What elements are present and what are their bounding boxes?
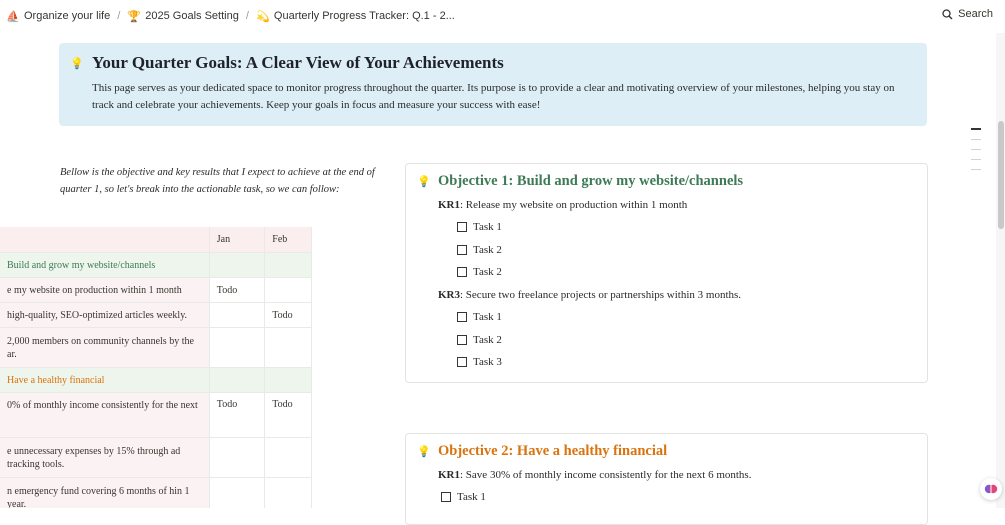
task-item[interactable] (441, 491, 486, 503)
checkbox[interactable] (457, 245, 467, 255)
objective-2-title: Objective 2: Have a healthy financial (438, 443, 668, 459)
objective-cell: Have a healthy financial (7, 374, 105, 386)
breadcrumb-label: Organize your life (24, 10, 111, 22)
intro-callout (59, 43, 927, 126)
table-cell[interactable]: Todo (265, 393, 312, 438)
table-row[interactable] (0, 328, 312, 368)
task-label: Task 1 (473, 221, 502, 233)
task-item[interactable] (457, 266, 502, 278)
table-header-cell (0, 227, 209, 253)
table-cell[interactable]: Todo (209, 278, 264, 303)
objective-1-kr1 (438, 199, 687, 211)
kr-cell: 2,000 members on community channels by the ar. (7, 335, 194, 360)
breadcrumb (6, 10, 455, 23)
checkbox[interactable] (457, 357, 467, 367)
task-label: Task 1 (457, 491, 486, 503)
kr-label: KR3 (438, 289, 460, 301)
kr-label: KR1 (438, 199, 460, 211)
breadcrumb-separator: / (117, 10, 121, 22)
table-cell[interactable]: Todo (209, 393, 264, 438)
table-row-objective[interactable] (0, 368, 312, 393)
task-label: Task 2 (473, 334, 502, 346)
trophy-icon: 🏆 (127, 10, 142, 23)
goals-table-scroll[interactable] (0, 227, 372, 508)
ai-assistant-button[interactable] (980, 478, 1002, 500)
search-button[interactable] (942, 8, 993, 20)
table-cell[interactable] (209, 368, 264, 393)
toc-item[interactable] (971, 139, 981, 140)
kr-text: : Secure two freelance projects or partnerships within 3 months. (460, 289, 742, 301)
objective-2-kr1 (438, 469, 751, 481)
table-cell[interactable] (209, 253, 264, 278)
breadcrumb-separator: / (245, 10, 249, 22)
table-cell[interactable] (265, 438, 312, 478)
table-of-contents[interactable] (971, 128, 983, 179)
table-row-objective[interactable] (0, 253, 312, 278)
table-row[interactable] (0, 278, 312, 303)
breadcrumb-item-goals[interactable] (127, 10, 239, 23)
table-cell[interactable] (265, 253, 312, 278)
task-item[interactable] (457, 221, 502, 233)
dizzy-star-icon: 💫 (256, 10, 270, 23)
search-label: Search (958, 8, 993, 20)
kr-text: : Save 30% of monthly income consistently for the next 6 months. (460, 469, 752, 481)
task-item[interactable] (457, 311, 502, 323)
table-row[interactable] (0, 438, 312, 478)
table-row[interactable] (0, 393, 312, 438)
table-cell[interactable] (209, 478, 264, 509)
table-cell[interactable] (209, 438, 264, 478)
kr-label: KR1 (438, 469, 460, 481)
lightbulb-icon: 💡 (417, 446, 431, 458)
table-row[interactable] (0, 478, 312, 509)
task-label: Task 2 (473, 266, 502, 278)
lightbulb-icon: 💡 (70, 58, 84, 70)
table-header-row (0, 227, 312, 253)
table-header-feb: Feb (265, 227, 312, 253)
breadcrumb-item-organize[interactable] (6, 10, 110, 23)
toc-item[interactable] (971, 149, 981, 150)
callout-body: This page serves as your dedicated space to monitor progress throughout the quarter. Its purpose is to provide a clear and motivating overview of your milestones, helping you stay on track and celebrate your achievements. Keep your goals in focus and measure your success with ease! (92, 82, 895, 111)
task-label: Task 1 (473, 311, 502, 323)
scrollbar-thumb[interactable] (998, 121, 1004, 229)
kr-text: : Release my website on production within 1 month (460, 199, 688, 211)
task-item[interactable] (457, 334, 502, 346)
task-item[interactable] (457, 244, 502, 256)
page-scrollbar[interactable] (996, 33, 1005, 508)
table-cell[interactable] (265, 368, 312, 393)
table-cell[interactable] (209, 328, 264, 368)
task-label: Task 3 (473, 356, 502, 368)
task-item[interactable] (457, 356, 502, 368)
lightbulb-icon: 💡 (417, 176, 431, 188)
kr-cell: e my website on production within 1 month (7, 284, 182, 296)
objective-2-callout (405, 433, 928, 525)
toc-item[interactable] (971, 128, 981, 130)
table-header-jan: Jan (209, 227, 264, 253)
kr-cell: n emergency fund covering 6 months of hin 1 year. (7, 485, 190, 508)
table-row[interactable] (0, 303, 312, 328)
callout-title: Your Quarter Goals: A Clear View of Your Achievements (92, 53, 504, 72)
brain-icon (984, 482, 998, 496)
breadcrumb-label: Quarterly Progress Tracker: Q.1 - 2... (273, 10, 455, 22)
objective-1-title: Objective 1: Build and grow my website/channels (438, 173, 744, 189)
checkbox[interactable] (457, 222, 467, 232)
checkbox[interactable] (457, 267, 467, 277)
checkbox[interactable] (457, 335, 467, 345)
table-cell[interactable] (209, 303, 264, 328)
kr-cell: e unnecessary expenses by 15% through ad tracking tools. (7, 445, 181, 470)
top-bar (0, 0, 1005, 32)
objective-cell: Build and grow my website/channels (7, 259, 156, 271)
goals-table (0, 227, 312, 508)
table-cell[interactable] (265, 278, 312, 303)
table-cell[interactable]: Todo (265, 303, 312, 328)
table-cell[interactable] (265, 478, 312, 509)
breadcrumb-item-tracker[interactable] (256, 10, 455, 23)
objective-1-callout (405, 163, 928, 383)
checkbox[interactable] (457, 312, 467, 322)
kr-cell: high-quality, SEO-optimized articles weekly. (7, 309, 188, 321)
task-label: Task 2 (473, 244, 502, 256)
objective-1-kr3 (438, 289, 741, 301)
checkbox[interactable] (441, 492, 451, 502)
breadcrumb-label: 2025 Goals Setting (145, 10, 239, 22)
search-icon (942, 9, 953, 20)
kr-cell: 0% of monthly income consistently for the next (7, 400, 198, 411)
sailboat-icon: ⛵ (6, 10, 20, 23)
toc-item[interactable] (971, 159, 981, 160)
intro-text: Bellow is the objective and key results that I expect to achieve at the end of quarter 1, so let's break into the actionable task, so we can follow: (60, 167, 375, 195)
toc-item[interactable] (971, 169, 981, 170)
table-cell[interactable] (265, 328, 312, 368)
